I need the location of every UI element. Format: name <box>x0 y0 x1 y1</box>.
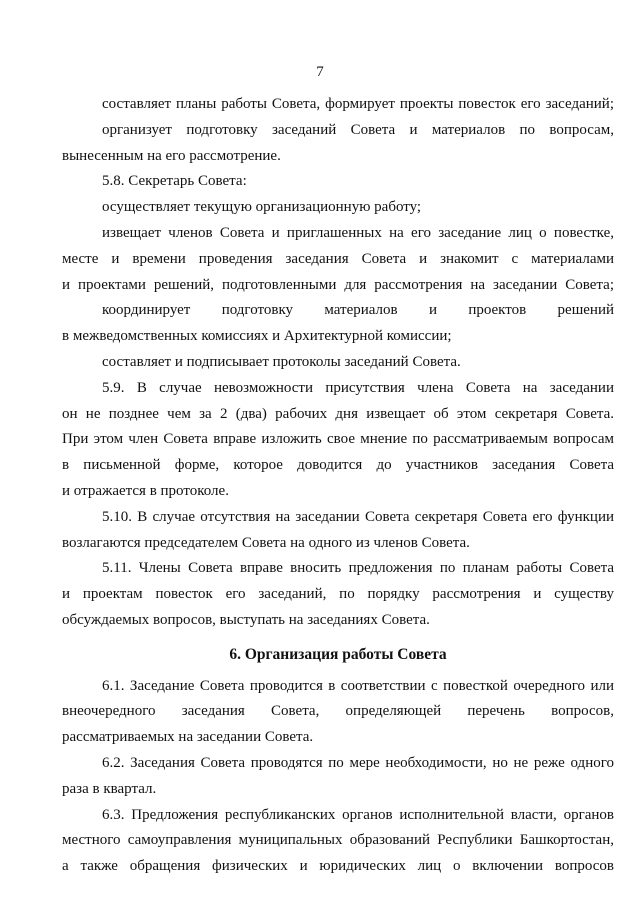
text-line: осуществляет текущую организационную работу; <box>102 199 422 216</box>
text-line: При этом член Совета вправе изложить свое мнение по рассматриваемым вопросам <box>62 431 614 448</box>
text-line: 6.2. Заседания Совета проводятся по мере необходимости, но не реже одного <box>102 754 614 771</box>
page-number: 7 <box>316 64 324 80</box>
text-line: организует подготовку заседаний Совета и материалов по вопросам, <box>102 121 614 138</box>
text-line: обсуждаемых вопросов, выступать на заседаниях Совета. <box>62 611 430 628</box>
text-line: составляет планы работы Совета, формирует проекты повесток его заседаний; <box>102 96 614 112</box>
text-line: рассматриваемых на заседании Совета. <box>62 729 314 746</box>
text-line: месте и времени проведения заседания Совета и знакомит с материалами <box>62 250 614 267</box>
text-line: и проектам повесток его заседаний, по порядку рассмотрения и существу <box>62 586 614 603</box>
section-heading-5-8: 5.8. Секретарь Совета: <box>102 173 247 190</box>
section-title: 6. Организация работы Совета <box>229 645 447 663</box>
text-line: в письменной форме, которое доводится до участников заседания Совета <box>62 457 614 474</box>
text-line: возлагаются председателем Совета на одного из членов Совета. <box>62 534 470 551</box>
text-line: 6.1. Заседание Совета проводится в соответствии с повесткой очередного или <box>102 677 614 694</box>
document-body <box>62 92 614 880</box>
text-line: координирует подготовку материалов и проектов решений <box>102 302 614 319</box>
text-line: 5.11. Члены Совета вправе вносить предложения по планам работы Совета <box>102 560 614 577</box>
text-line: извещает членов Совета и приглашенных на его заседание лиц о повестке, <box>102 224 614 241</box>
text-line: местного самоуправления муниципальных образований Республики Башкортостан, <box>62 832 614 849</box>
text-line: в межведомственных комиссиях и Архитектурной комиссии; <box>62 328 452 345</box>
text-line: составляет и подписывает протоколы заседаний Совета. <box>102 353 461 370</box>
text-line: 5.9. В случае невозможности присутствия члена Совета на заседании <box>102 379 614 396</box>
text-line: 6.3. Предложения республиканских органов исполнительной власти, органов <box>102 806 614 823</box>
text-line: он не позднее чем за 2 (два) рабочих дня извещает об этом секретаря Совета. <box>62 405 614 422</box>
text-line: внеочередного заседания Совета, определяющей перечень вопросов, <box>62 703 614 720</box>
text-line: и проектами решений, подготовленными для рассмотрения на заседании Совета; <box>62 276 614 293</box>
text-line: и отражается в протоколе. <box>62 482 229 499</box>
text-line: вынесенным на его рассмотрение. <box>62 147 281 164</box>
text-line: а также обращения физических и юридических лиц о включении вопросов <box>62 858 614 875</box>
text-line: 5.10. В случае отсутствия на заседании Совета секретаря Совета его функции <box>102 508 614 525</box>
text-line: раза в квартал. <box>62 780 157 797</box>
